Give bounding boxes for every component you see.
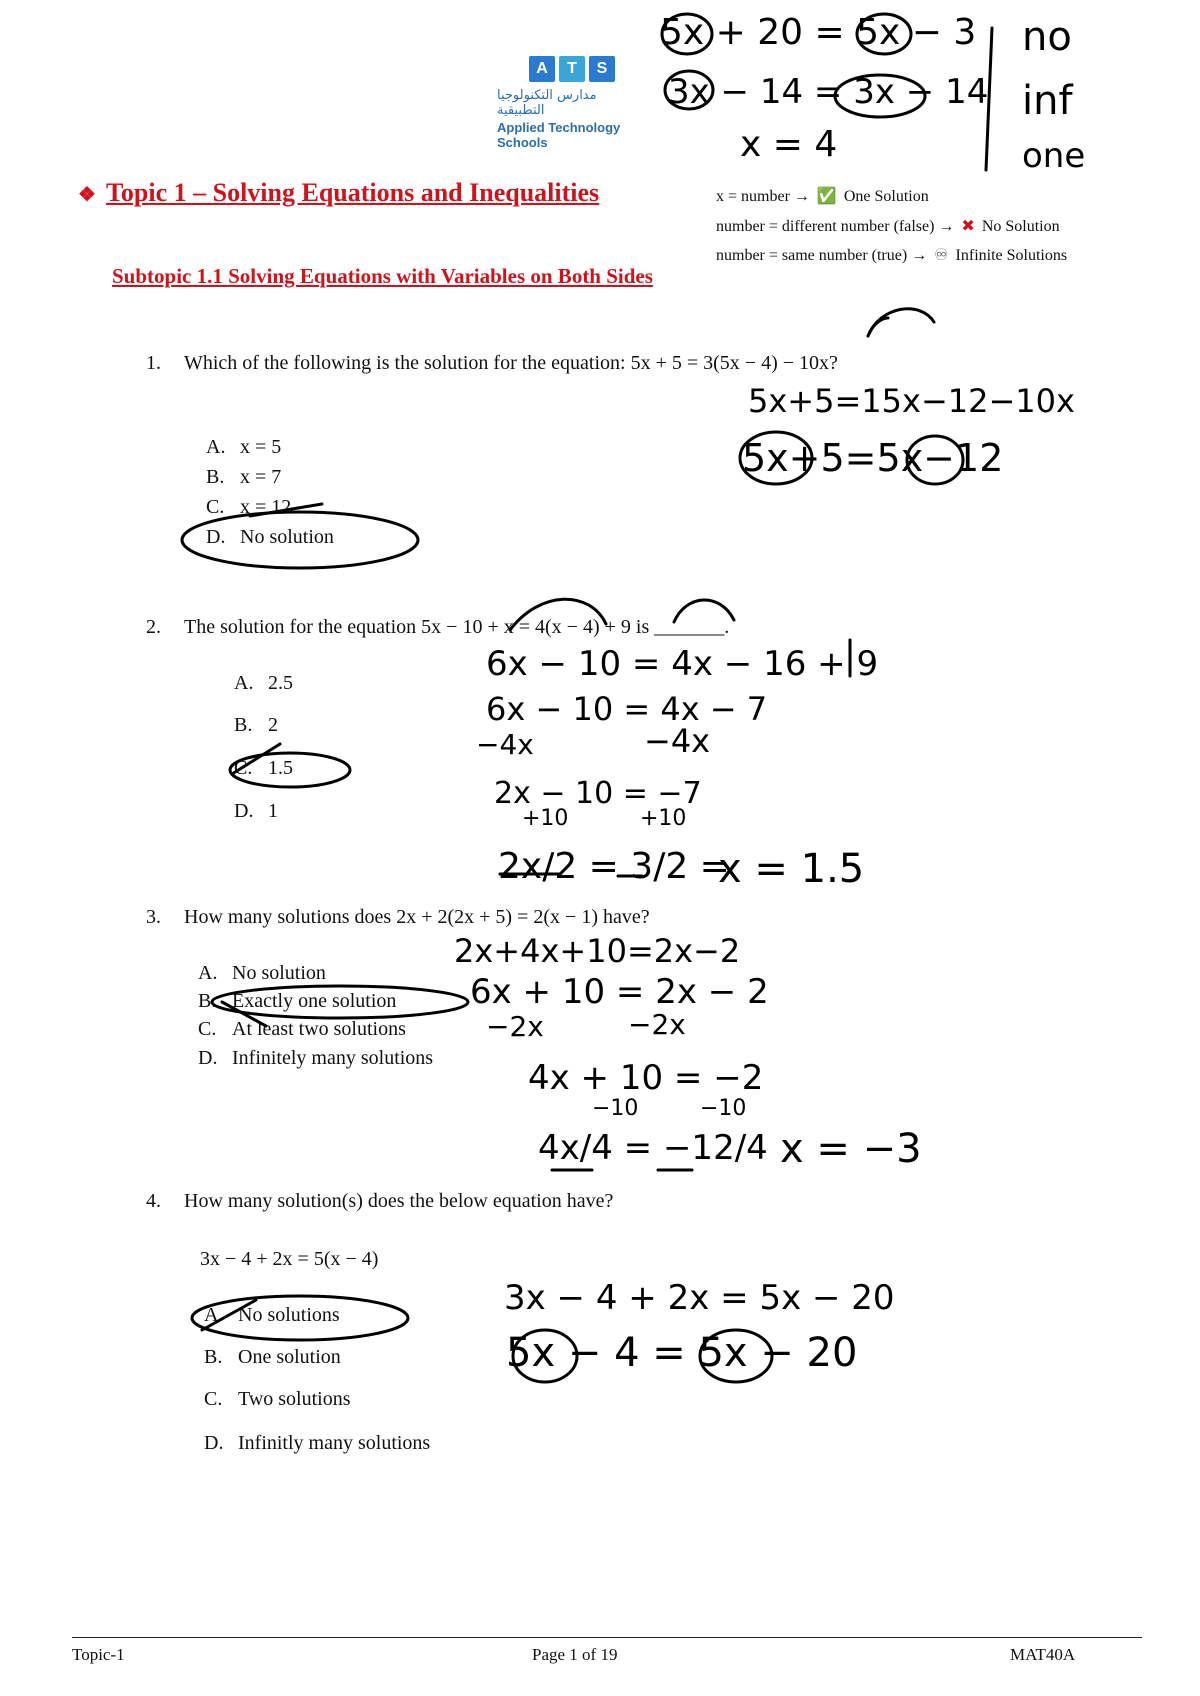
question-number: 3. [146,906,161,928]
option-text: At least two solutions [232,1018,406,1040]
q2-work-line5b: +10 [640,806,687,831]
question-text: How many solution(s) does the below equation have? [184,1190,614,1212]
q2-distribute-arc [674,600,734,622]
option-letter: B. [206,466,225,488]
question-number: 2. [146,616,161,638]
option-text: 1.5 [268,757,293,779]
option-text: Infinitly many solutions [238,1432,431,1454]
option-text: One solution [238,1346,341,1368]
diamond-bullet-icon: ❖ [78,184,96,206]
option-text: 1 [268,800,278,822]
option-letter: A. [206,436,226,458]
option-text: No solutions [238,1304,340,1326]
option-text: x = 5 [240,436,282,458]
q3-work-line6: 4x/4 = −12/4 [538,1128,768,1168]
circle-3x-left [665,71,713,109]
logo-letter-t: T [559,56,585,82]
option-text: No solution [240,526,334,548]
q1-work-line2: 5x+5=5x−12 [742,436,1004,480]
q2-work-line3a: −4x [476,728,534,761]
q1-strike-option-c [250,504,322,516]
header-note-line2: 3x − 14 = 3x − 14 [668,72,989,112]
q2-work-line2: 6x − 10 = 4x − 7 [486,690,768,728]
logo-english-name: Applied Technology Schools [497,120,621,150]
q2-work-line1: 6x − 10 = 4x − 16 + 9 [486,644,879,684]
cross-icon: ✖ [961,216,975,235]
option-text: Exactly one solution [232,990,397,1012]
q4-work-line2: 5x − 4 = 5x − 20 [506,1330,858,1376]
q3-answer-circle [212,986,468,1018]
q3-work-line5b: −10 [700,1096,747,1121]
q1-answer-circle [182,512,418,568]
q2-work-line3b: −4x [644,722,711,760]
footer-divider [72,1637,1142,1638]
q2-combine-arc [510,599,606,630]
rule-text: x = number → [716,188,810,205]
option-text: x = 7 [240,466,282,488]
option-text: No solution [232,962,326,984]
circle-5x-right [857,14,911,54]
q2-answer-circle [230,753,350,787]
check-icon: ✅ [816,186,837,205]
option-letter: D. [206,526,226,548]
option-letter: A. [234,672,254,694]
circle-3x-14-right [835,75,925,117]
question-number: 1. [146,352,161,374]
footer-course-code: MAT40A [1010,1645,1076,1664]
q4-work-line1: 3x − 4 + 2x = 5x − 20 [504,1278,895,1318]
q4-equation: 3x − 4 + 2x = 5(x − 4) [200,1248,379,1270]
question-text: Which of the following is the solution for the equation: 5x + 5 = 3(5x − 4) − 10x? [184,352,838,374]
q1-circle-5x-left [740,432,812,484]
q3-work-line3b: −2x [628,1008,686,1041]
question-number: 4. [146,1190,161,1212]
rule-text: number = same number (true) → [716,247,928,264]
option-letter: B. [204,1346,223,1368]
rule-text: number = different number (false) → [716,218,955,235]
option-letter: D. [234,800,254,822]
option-letter: C. [204,1388,223,1410]
rule-result: No Solution [981,218,1060,235]
q2-work-line4: 2x − 10 = −7 [494,776,702,811]
question-text: How many solutions does 2x + 2(2x + 5) = 2(x − 1) have? [184,906,650,928]
header-note-line3: x = 4 [740,124,838,165]
q4-circle-5x-left [513,1330,577,1382]
q2-work-answer: x = 1.5 [718,846,865,892]
topic-title-text: Topic 1 – Solving Equations and Inequalities [105,178,600,207]
option-letter: C. [206,496,225,518]
option-text: Two solutions [238,1388,351,1410]
q3-work-line2: 6x + 10 = 2x − 2 [470,972,769,1012]
logo-arabic-name: مدارس التكنولوجيا التطبيقية [497,88,597,118]
option-text: 2 [268,714,278,736]
rule-result: One Solution [843,188,929,205]
option-text: Infinitely many solutions [232,1047,434,1069]
q3-work-line3a: −2x [486,1010,544,1043]
q2-work-line5a: +10 [522,806,569,831]
infinity-icon: ♾ [934,245,949,264]
header-note-label-no: no [1022,14,1072,60]
question-text: The solution for the equation 5x − 10 + x = 4(x − 4) + 9 is _______. [184,616,730,638]
option-letter: C. [234,757,253,779]
subtopic-title: Subtopic 1.1 Solving Equations with Variables on Both Sides [112,264,653,288]
option-letter: A. [204,1304,224,1326]
header-note-label-one: one [1022,136,1086,176]
option-letter: A. [198,962,218,984]
q2-work-line6: 2x/2 = 3/2 = [498,846,730,887]
option-letter: B. [198,990,217,1012]
footer-topic: Topic-1 [72,1645,125,1664]
option-letter: B. [234,714,253,736]
q1-work-line1: 5x+5=15x−12−10x [748,382,1075,420]
header-note-label-inf: inf [1022,78,1073,124]
circle-5x-left [662,14,712,54]
q1-circle-5x-right [907,436,963,484]
q1-distribute-arc-inner [868,318,888,336]
q2-checkmark-stroke [232,744,280,774]
logo-letter-s: S [589,56,615,82]
footer-page-number: Page 1 of 19 [532,1645,618,1664]
option-text: 2.5 [268,672,293,694]
rule-result: Infinite Solutions [955,247,1068,264]
q3-work-line4: 4x + 10 = −2 [528,1058,764,1098]
header-note-line1: 5x + 20 = 5x − 3 [660,12,977,53]
option-letter: C. [198,1018,217,1040]
logo-letter-a: A [529,56,555,82]
q4-circle-5x-right [700,1330,772,1382]
header-separator-stroke [986,28,992,170]
option-letter: D. [198,1047,218,1069]
q3-work-answer: x = −3 [780,1126,922,1172]
q3-work-line5a: −10 [592,1096,639,1121]
q3-work-line1: 2x+4x+10=2x−2 [454,932,741,970]
option-text: x = 12 [240,496,292,518]
option-letter: D. [204,1432,224,1454]
